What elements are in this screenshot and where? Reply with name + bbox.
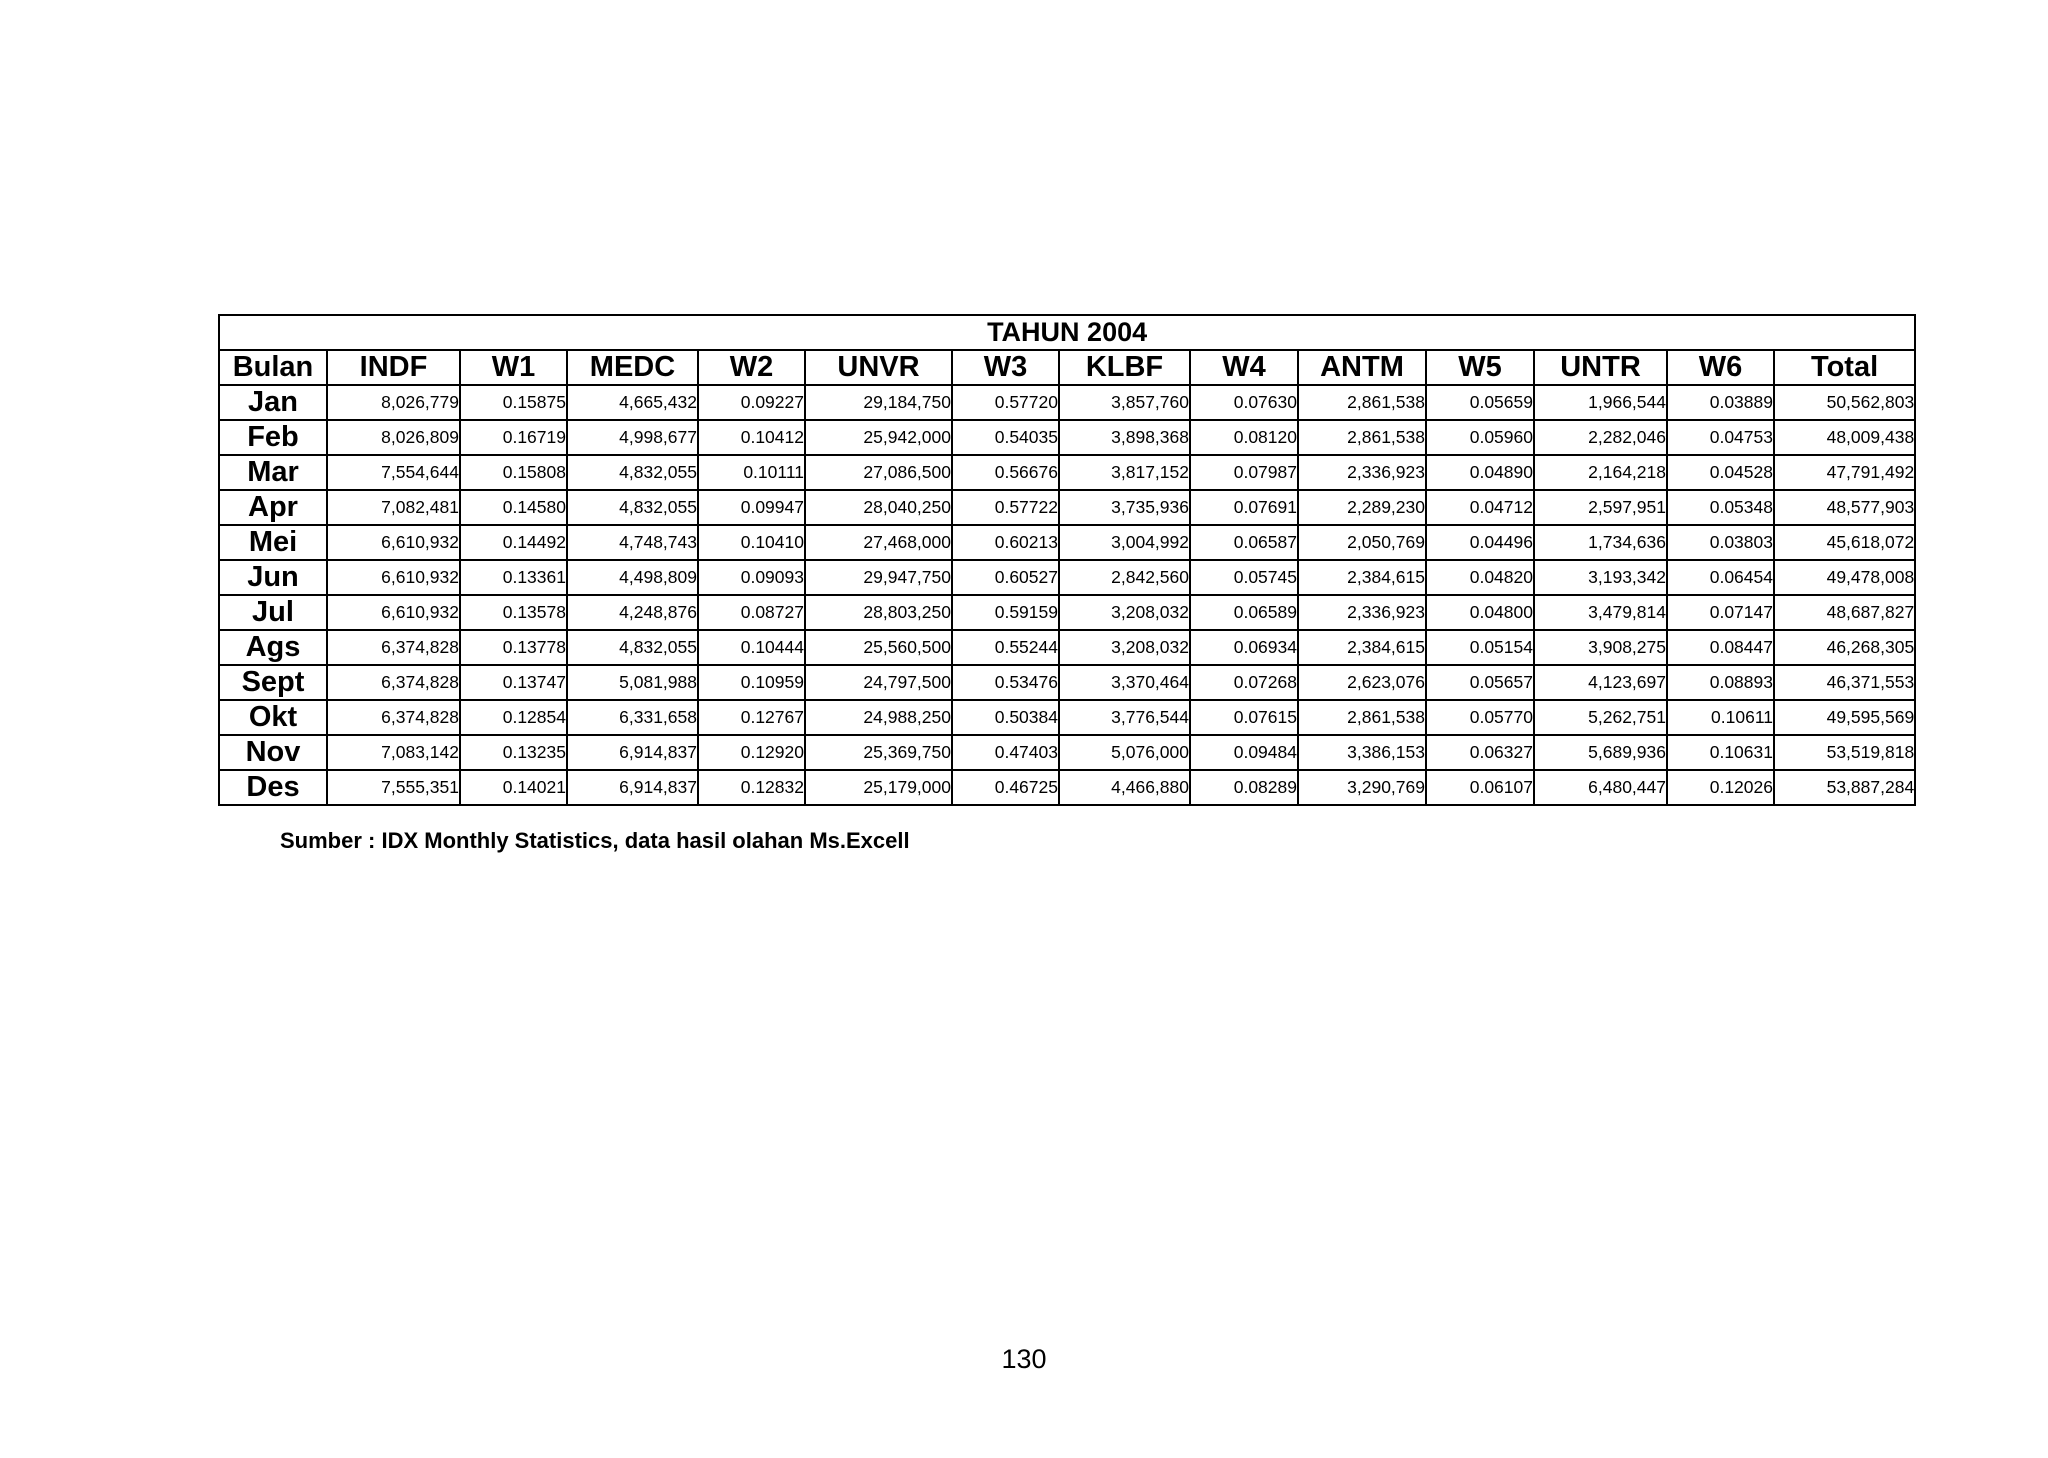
value-cell: 3,386,153 <box>1298 735 1426 770</box>
value-cell: 0.07630 <box>1190 385 1298 420</box>
column-header: W2 <box>698 350 805 385</box>
value-cell: 0.15808 <box>460 455 567 490</box>
month-cell: Okt <box>219 700 327 735</box>
value-cell: 0.57722 <box>952 490 1059 525</box>
column-header: ANTM <box>1298 350 1426 385</box>
column-header: Bulan <box>219 350 327 385</box>
value-cell: 0.15875 <box>460 385 567 420</box>
column-header: Total <box>1774 350 1915 385</box>
value-cell: 24,797,500 <box>805 665 952 700</box>
value-cell: 0.07691 <box>1190 490 1298 525</box>
table-row <box>219 665 1915 700</box>
value-cell: 2,164,218 <box>1534 455 1667 490</box>
value-cell: 0.13578 <box>460 595 567 630</box>
value-cell: 4,498,809 <box>567 560 698 595</box>
value-cell: 2,384,615 <box>1298 630 1426 665</box>
value-cell: 0.12854 <box>460 700 567 735</box>
value-cell: 28,040,250 <box>805 490 952 525</box>
data-table-container <box>218 314 1914 806</box>
column-header: KLBF <box>1059 350 1190 385</box>
value-cell: 4,248,876 <box>567 595 698 630</box>
value-cell: 3,004,992 <box>1059 525 1190 560</box>
value-cell: 6,610,932 <box>327 560 460 595</box>
value-cell: 5,081,988 <box>567 665 698 700</box>
column-header: W5 <box>1426 350 1534 385</box>
value-cell: 0.09227 <box>698 385 805 420</box>
value-cell: 0.07615 <box>1190 700 1298 735</box>
value-cell: 4,832,055 <box>567 490 698 525</box>
value-cell: 0.04753 <box>1667 420 1774 455</box>
value-cell: 3,193,342 <box>1534 560 1667 595</box>
value-cell: 50,562,803 <box>1774 385 1915 420</box>
value-cell: 0.04820 <box>1426 560 1534 595</box>
value-cell: 8,026,809 <box>327 420 460 455</box>
value-cell: 0.56676 <box>952 455 1059 490</box>
value-cell: 0.12920 <box>698 735 805 770</box>
value-cell: 4,123,697 <box>1534 665 1667 700</box>
month-cell: Feb <box>219 420 327 455</box>
value-cell: 4,832,055 <box>567 630 698 665</box>
value-cell: 4,665,432 <box>567 385 698 420</box>
value-cell: 0.04800 <box>1426 595 1534 630</box>
month-cell: Jun <box>219 560 327 595</box>
value-cell: 2,623,076 <box>1298 665 1426 700</box>
value-cell: 0.10444 <box>698 630 805 665</box>
value-cell: 0.03889 <box>1667 385 1774 420</box>
value-cell: 7,082,481 <box>327 490 460 525</box>
value-cell: 49,478,008 <box>1774 560 1915 595</box>
month-cell: Mei <box>219 525 327 560</box>
table-row <box>219 595 1915 630</box>
value-cell: 45,618,072 <box>1774 525 1915 560</box>
value-cell: 2,050,769 <box>1298 525 1426 560</box>
value-cell: 3,898,368 <box>1059 420 1190 455</box>
column-header: W6 <box>1667 350 1774 385</box>
column-header: UNVR <box>805 350 952 385</box>
value-cell: 0.06107 <box>1426 770 1534 805</box>
value-cell: 7,554,644 <box>327 455 460 490</box>
table-row <box>219 630 1915 665</box>
value-cell: 0.53476 <box>952 665 1059 700</box>
value-cell: 48,577,903 <box>1774 490 1915 525</box>
value-cell: 3,370,464 <box>1059 665 1190 700</box>
month-cell: Des <box>219 770 327 805</box>
value-cell: 0.60213 <box>952 525 1059 560</box>
value-cell: 0.10111 <box>698 455 805 490</box>
value-cell: 6,374,828 <box>327 630 460 665</box>
value-cell: 0.03803 <box>1667 525 1774 560</box>
value-cell: 0.05745 <box>1190 560 1298 595</box>
value-cell: 0.04890 <box>1426 455 1534 490</box>
value-cell: 24,988,250 <box>805 700 952 735</box>
value-cell: 27,468,000 <box>805 525 952 560</box>
value-cell: 0.14021 <box>460 770 567 805</box>
value-cell: 0.05657 <box>1426 665 1534 700</box>
value-cell: 0.13778 <box>460 630 567 665</box>
month-cell: Nov <box>219 735 327 770</box>
value-cell: 6,610,932 <box>327 595 460 630</box>
value-cell: 2,384,615 <box>1298 560 1426 595</box>
value-cell: 6,374,828 <box>327 700 460 735</box>
value-cell: 0.05659 <box>1426 385 1534 420</box>
value-cell: 6,914,837 <box>567 770 698 805</box>
table-row <box>219 455 1915 490</box>
value-cell: 0.12832 <box>698 770 805 805</box>
value-cell: 0.55244 <box>952 630 1059 665</box>
value-cell: 0.13747 <box>460 665 567 700</box>
value-cell: 8,026,779 <box>327 385 460 420</box>
value-cell: 0.09947 <box>698 490 805 525</box>
value-cell: 46,371,553 <box>1774 665 1915 700</box>
column-header: W1 <box>460 350 567 385</box>
value-cell: 0.12026 <box>1667 770 1774 805</box>
value-cell: 4,998,677 <box>567 420 698 455</box>
month-cell: Sept <box>219 665 327 700</box>
value-cell: 0.04712 <box>1426 490 1534 525</box>
value-cell: 0.46725 <box>952 770 1059 805</box>
value-cell: 6,331,658 <box>567 700 698 735</box>
value-cell: 5,262,751 <box>1534 700 1667 735</box>
value-cell: 0.04528 <box>1667 455 1774 490</box>
value-cell: 3,735,936 <box>1059 490 1190 525</box>
table-row <box>219 700 1915 735</box>
table-row <box>219 385 1915 420</box>
value-cell: 3,776,544 <box>1059 700 1190 735</box>
value-cell: 2,282,046 <box>1534 420 1667 455</box>
month-cell: Apr <box>219 490 327 525</box>
value-cell: 3,479,814 <box>1534 595 1667 630</box>
value-cell: 25,369,750 <box>805 735 952 770</box>
column-header: W4 <box>1190 350 1298 385</box>
value-cell: 0.06454 <box>1667 560 1774 595</box>
value-cell: 27,086,500 <box>805 455 952 490</box>
value-cell: 25,942,000 <box>805 420 952 455</box>
column-header: UNTR <box>1534 350 1667 385</box>
table-row <box>219 490 1915 525</box>
value-cell: 0.50384 <box>952 700 1059 735</box>
value-cell: 4,748,743 <box>567 525 698 560</box>
value-cell: 1,966,544 <box>1534 385 1667 420</box>
value-cell: 48,687,827 <box>1774 595 1915 630</box>
value-cell: 0.06589 <box>1190 595 1298 630</box>
value-cell: 2,842,560 <box>1059 560 1190 595</box>
value-cell: 0.09093 <box>698 560 805 595</box>
value-cell: 0.57720 <box>952 385 1059 420</box>
value-cell: 0.14492 <box>460 525 567 560</box>
value-cell: 48,009,438 <box>1774 420 1915 455</box>
table-row <box>219 735 1915 770</box>
value-cell: 6,610,932 <box>327 525 460 560</box>
value-cell: 0.59159 <box>952 595 1059 630</box>
value-cell: 0.05154 <box>1426 630 1534 665</box>
value-cell: 5,689,936 <box>1534 735 1667 770</box>
value-cell: 29,947,750 <box>805 560 952 595</box>
value-cell: 0.05348 <box>1667 490 1774 525</box>
source-note: Sumber : IDX Monthly Statistics, data hasil olahan Ms.Excell <box>280 828 910 853</box>
value-cell: 3,908,275 <box>1534 630 1667 665</box>
value-cell: 3,817,152 <box>1059 455 1190 490</box>
table-header-row <box>219 350 1915 385</box>
value-cell: 53,519,818 <box>1774 735 1915 770</box>
value-cell: 3,857,760 <box>1059 385 1190 420</box>
value-cell: 0.04496 <box>1426 525 1534 560</box>
value-cell: 0.10611 <box>1667 700 1774 735</box>
value-cell: 0.54035 <box>952 420 1059 455</box>
value-cell: 53,887,284 <box>1774 770 1915 805</box>
value-cell: 0.13235 <box>460 735 567 770</box>
value-cell: 4,832,055 <box>567 455 698 490</box>
stock-data-table <box>218 314 1916 806</box>
value-cell: 0.09484 <box>1190 735 1298 770</box>
value-cell: 0.07987 <box>1190 455 1298 490</box>
table-title-row <box>219 315 1915 350</box>
value-cell: 3,208,032 <box>1059 595 1190 630</box>
table-row <box>219 525 1915 560</box>
value-cell: 0.47403 <box>952 735 1059 770</box>
value-cell: 2,336,923 <box>1298 455 1426 490</box>
value-cell: 4,466,880 <box>1059 770 1190 805</box>
value-cell: 0.05770 <box>1426 700 1534 735</box>
value-cell: 6,480,447 <box>1534 770 1667 805</box>
value-cell: 2,861,538 <box>1298 700 1426 735</box>
value-cell: 3,290,769 <box>1298 770 1426 805</box>
value-cell: 2,861,538 <box>1298 420 1426 455</box>
value-cell: 2,597,951 <box>1534 490 1667 525</box>
value-cell: 46,268,305 <box>1774 630 1915 665</box>
table-body <box>219 385 1915 805</box>
value-cell: 2,289,230 <box>1298 490 1426 525</box>
month-cell: Mar <box>219 455 327 490</box>
month-cell: Jan <box>219 385 327 420</box>
value-cell: 3,208,032 <box>1059 630 1190 665</box>
value-cell: 7,555,351 <box>327 770 460 805</box>
month-cell: Ags <box>219 630 327 665</box>
value-cell: 0.06587 <box>1190 525 1298 560</box>
value-cell: 47,791,492 <box>1774 455 1915 490</box>
table-row <box>219 770 1915 805</box>
month-cell: Jul <box>219 595 327 630</box>
value-cell: 2,336,923 <box>1298 595 1426 630</box>
value-cell: 25,560,500 <box>805 630 952 665</box>
value-cell: 0.10410 <box>698 525 805 560</box>
value-cell: 28,803,250 <box>805 595 952 630</box>
value-cell: 0.06327 <box>1426 735 1534 770</box>
value-cell: 0.10412 <box>698 420 805 455</box>
value-cell: 1,734,636 <box>1534 525 1667 560</box>
value-cell: 0.07268 <box>1190 665 1298 700</box>
value-cell: 0.08289 <box>1190 770 1298 805</box>
column-header: W3 <box>952 350 1059 385</box>
value-cell: 0.10959 <box>698 665 805 700</box>
value-cell: 0.07147 <box>1667 595 1774 630</box>
value-cell: 0.16719 <box>460 420 567 455</box>
value-cell: 7,083,142 <box>327 735 460 770</box>
value-cell: 0.06934 <box>1190 630 1298 665</box>
table-row <box>219 560 1915 595</box>
value-cell: 0.08727 <box>698 595 805 630</box>
value-cell: 5,076,000 <box>1059 735 1190 770</box>
value-cell: 6,374,828 <box>327 665 460 700</box>
value-cell: 6,914,837 <box>567 735 698 770</box>
value-cell: 0.08120 <box>1190 420 1298 455</box>
value-cell: 29,184,750 <box>805 385 952 420</box>
value-cell: 0.60527 <box>952 560 1059 595</box>
value-cell: 2,861,538 <box>1298 385 1426 420</box>
table-row <box>219 420 1915 455</box>
value-cell: 0.12767 <box>698 700 805 735</box>
value-cell: 0.08893 <box>1667 665 1774 700</box>
value-cell: 49,595,569 <box>1774 700 1915 735</box>
column-header: MEDC <box>567 350 698 385</box>
value-cell: 0.14580 <box>460 490 567 525</box>
value-cell: 0.08447 <box>1667 630 1774 665</box>
value-cell: 25,179,000 <box>805 770 952 805</box>
value-cell: 0.13361 <box>460 560 567 595</box>
column-header: INDF <box>327 350 460 385</box>
table-title: TAHUN 2004 <box>219 315 1915 350</box>
page-number: 130 <box>1001 1344 1047 1374</box>
value-cell: 0.10631 <box>1667 735 1774 770</box>
value-cell: 0.05960 <box>1426 420 1534 455</box>
